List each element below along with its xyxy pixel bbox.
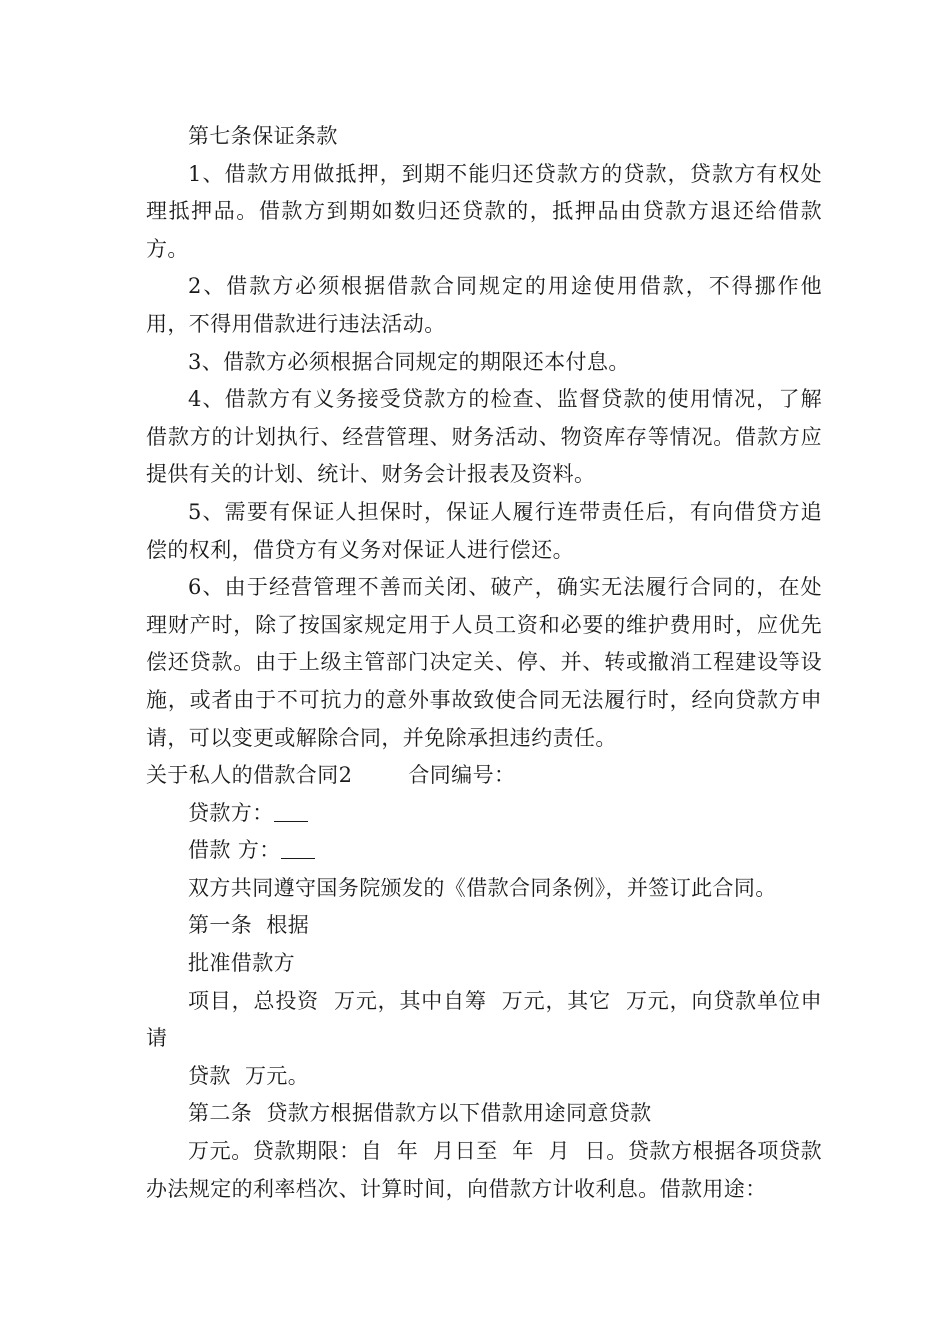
section7-item-3: 3、借款方必须根据合同规定的期限还本付息。 [188, 349, 630, 374]
section7-item-6: 6、由于经营管理不善而关闭、破产，确实无法履行合同的，在处理财产时，除了按国家规定用于人员工资和必要的维护费用时，应优先偿还贷款。由于上级主管部门决定关、停、并、转或撤消工程建设等设施，或者由于不可抗力的意外事故致使合同无法履行时，经向贷款方申请，可以变更或解除合同，并免除承担违约责任。 [146, 575, 822, 750]
borrower-label: 借款 方： [188, 838, 281, 863]
section7-item-2: 2、借款方必须根据借款合同规定的用途使用借款，不得挪作他用，不得用借款进行违法活动。 [146, 274, 822, 336]
article1-heading: 第一条 根据 [188, 913, 310, 938]
contract2-title: 关于私人的借款合同2 [146, 763, 353, 788]
borrower-blank [281, 838, 315, 859]
article1-line3: 贷款 万元。 [188, 1063, 310, 1088]
article1-line1: 批准借款方 [188, 951, 295, 976]
section7-item-1: 1、借款方用做抵押，到期不能归还贷款方的贷款，贷款方有权处理抵押品。借款方到期如数归还贷款的，抵押品由贷款方退还给借款方。 [146, 161, 822, 261]
contract-number-label: 合同编号： [408, 763, 516, 788]
section7-item-5: 5、需要有保证人担保时，保证人履行连带责任后，有向借贷方追偿的权利，借贷方有义务对保证人进行偿还。 [146, 499, 822, 562]
borrower-line [146, 832, 822, 870]
lender-line [146, 795, 822, 833]
article1-line2: 项目，总投资 万元，其中自筹 万元，其它 万元，向贷款单位申请 [146, 988, 822, 1051]
section7-item-4: 4、借款方有义务接受贷款方的检查、监督贷款的使用情况，了解借款方的计划执行、经营管理、财务活动、物资库存等情况。借款方应提供有关的计划、统计、财务会计报表及资料。 [146, 387, 822, 487]
article2-body: 万元。贷款期限：自 年 月日至 年 月 日。贷款方根据各项贷款办法规定的利率档次、计算时间，向借款方计收利息。借款用途： [146, 1139, 822, 1201]
document-body [146, 118, 822, 1208]
contract2-title-line [146, 757, 822, 795]
contract2-preamble: 双方共同遵守国务院颁发的《借款合同条例》，并签订此合同。 [188, 875, 777, 900]
article2-heading: 第二条 贷款方根据借款方以下借款用途同意贷款 [188, 1101, 652, 1126]
section7-heading: 第七条保证条款 [188, 124, 338, 148]
lender-label: 贷款方： [188, 800, 274, 825]
lender-blank [274, 801, 308, 822]
